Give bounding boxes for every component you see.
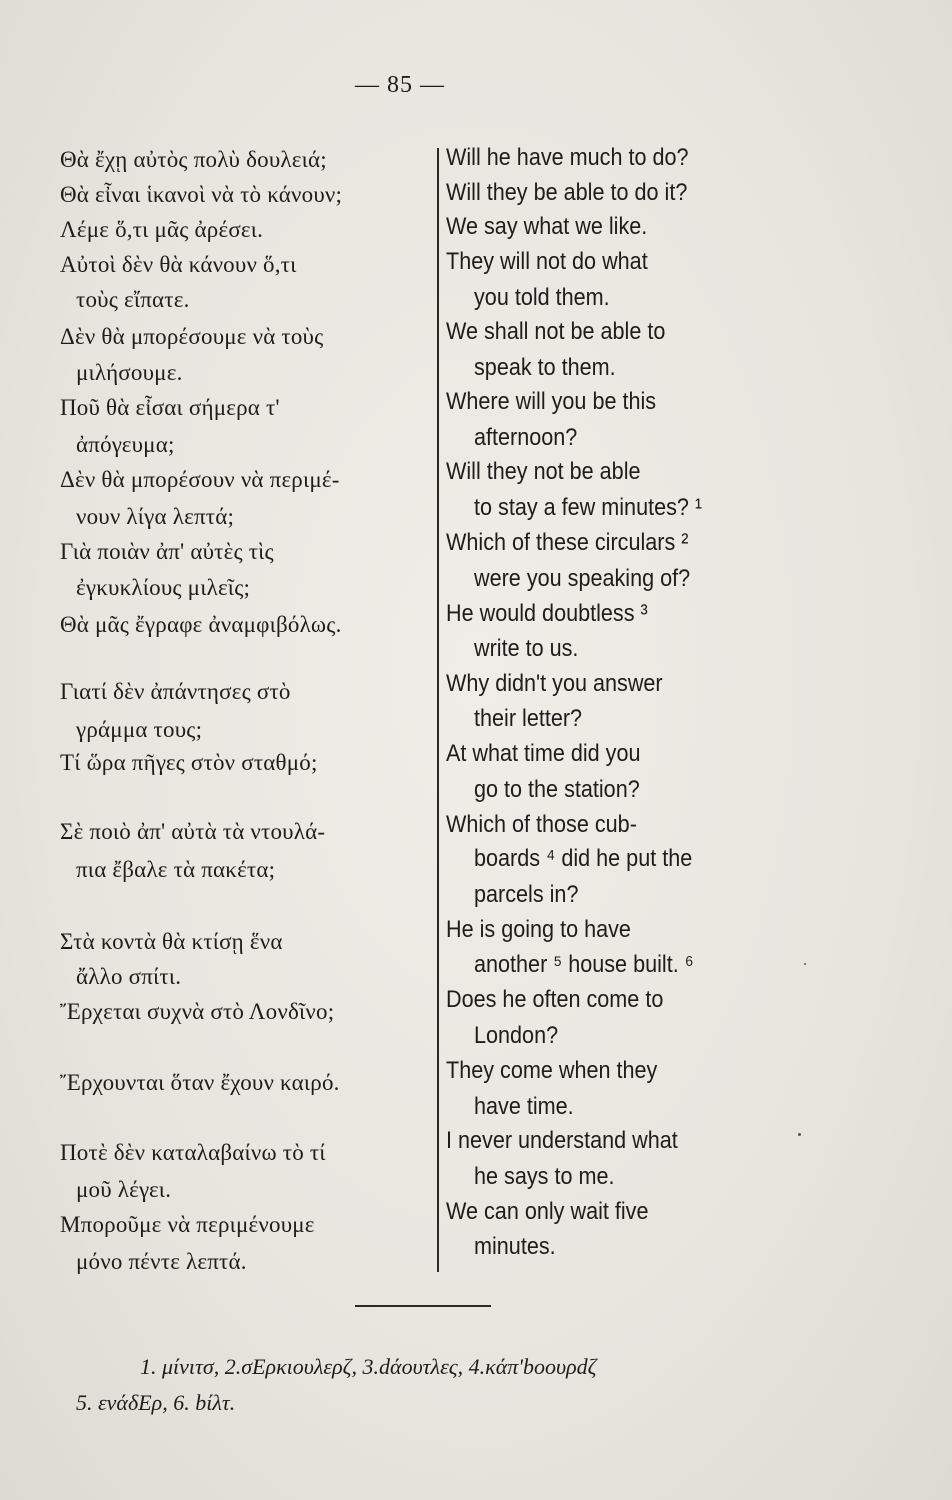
english-line: were you speaking of?	[474, 565, 691, 592]
english-line: their letter?	[474, 705, 583, 732]
greek-line: τοὺς εἴπατε.	[76, 287, 190, 312]
english-line: write to us.	[474, 635, 579, 662]
footnote-rule	[355, 1305, 491, 1307]
english-line: We can only wait five	[446, 1198, 649, 1225]
greek-line: μόνο πέντε λεπτά.	[76, 1249, 247, 1274]
greek-line: Ἔρχουνται ὅταν ἔχουν καιρό.	[60, 1070, 340, 1095]
english-line: They will not do what	[446, 248, 648, 275]
english-line: Which of these circulars ²	[446, 529, 689, 556]
greek-line: Δὲν θὰ μπορέσουμε νὰ τοὺς	[60, 324, 324, 349]
english-line: afternoon?	[474, 424, 578, 451]
english-line: boards ⁴ did he put the	[474, 845, 693, 872]
english-line: another ⁵ house built. ⁶	[474, 951, 694, 978]
english-line: We shall not be able to	[446, 318, 666, 345]
english-line: London?	[474, 1022, 559, 1049]
greek-line: Σὲ ποιὸ ἀπ' αὐτὰ τὰ ντουλά-	[60, 819, 326, 844]
greek-line: Ἔρχεται συχνὰ στὸ Λονδῖνο;	[60, 999, 335, 1024]
english-line: I never understand what	[446, 1127, 678, 1154]
english-line: He would doubtless ³	[446, 600, 648, 627]
english-line: Does he often come to	[446, 986, 664, 1013]
english-line: Which of those cub-	[446, 811, 637, 838]
english-line: Where will you be this	[446, 388, 657, 415]
english-line: he says to me.	[474, 1163, 615, 1190]
greek-line: Δὲν θὰ μπορέσουν νὰ περιμέ-	[60, 467, 340, 492]
greek-line: Θὰ εἶναι ἱκανοὶ νὰ τὸ κάνουν;	[60, 182, 343, 207]
paper-speck	[804, 963, 806, 965]
greek-line: Τί ὥρα πῆγες στὸν σταθμό;	[60, 750, 318, 775]
english-line: Will they not be able	[446, 458, 641, 485]
english-line: to stay a few minutes? ¹	[474, 494, 703, 521]
column-divider	[437, 148, 439, 1272]
greek-line: Λέμε ὅ,τι μᾶς ἀρέσει.	[60, 217, 264, 242]
greek-line: Γιὰ ποιὰν ἀπ' αὐτὲς τὶς	[60, 539, 274, 564]
english-line: Will they be able to do it?	[446, 179, 688, 206]
greek-line: γράμμα τους;	[76, 717, 203, 742]
greek-line: Γιατί δὲν ἀπάντησες στὸ	[60, 679, 291, 704]
english-line: you told them.	[474, 284, 610, 311]
footnote-line: 1. μίνιτσ, 2.σΕρκιουλερζ, 3.dάουτλες, 4.κάπ'boουρdζ	[140, 1354, 597, 1379]
english-line: We say what we like.	[446, 213, 648, 240]
english-line: At what time did you	[446, 740, 641, 767]
greek-line: μιλήσουμε.	[76, 360, 183, 385]
english-line: parcels in?	[474, 881, 579, 908]
greek-line: Αὐτοὶ δὲν θὰ κάνουν ὅ,τι	[60, 252, 297, 277]
greek-line: πια ἔβαλε τὰ πακέτα;	[76, 857, 276, 882]
english-line: Will he have much to do?	[446, 144, 689, 171]
english-line: Why didn't you answer	[446, 670, 663, 697]
greek-line: Ποτὲ δὲν καταλαβαίνω τὸ τί	[60, 1140, 326, 1165]
english-line: have time.	[474, 1093, 574, 1120]
english-line: They come when they	[446, 1057, 658, 1084]
page-number: — 85 —	[355, 72, 445, 98]
english-line: minutes.	[474, 1233, 556, 1260]
greek-line: μοῦ λέγει.	[76, 1177, 172, 1202]
paper-speck	[798, 1133, 801, 1136]
greek-line: Θὰ ἔχῃ αὐτὸς πολὺ δουλειά;	[60, 147, 327, 172]
greek-line: Θὰ μᾶς ἔγραφε ἀναμφιβόλως.	[60, 612, 342, 637]
english-line: He is going to have	[446, 916, 631, 943]
greek-line: ἀπόγευμα;	[76, 432, 175, 457]
english-line: speak to them.	[474, 354, 616, 381]
greek-line: ἄλλο σπίτι.	[76, 964, 182, 989]
greek-line: Στὰ κοντὰ θὰ κτίσῃ ἕνα	[60, 929, 283, 954]
greek-line: Μποροῦμε νὰ περιμένουμε	[60, 1212, 315, 1237]
footnote-line: 5. ενάδΕρ, 6. bίλτ.	[76, 1390, 236, 1415]
greek-line: Ποῦ θὰ εἶσαι σήμερα τ'	[60, 395, 280, 420]
greek-line: ἐγκυκλίους μιλεῖς;	[76, 575, 251, 600]
english-line: go to the station?	[474, 776, 640, 803]
greek-line: νουν λίγα λεπτά;	[76, 504, 235, 529]
